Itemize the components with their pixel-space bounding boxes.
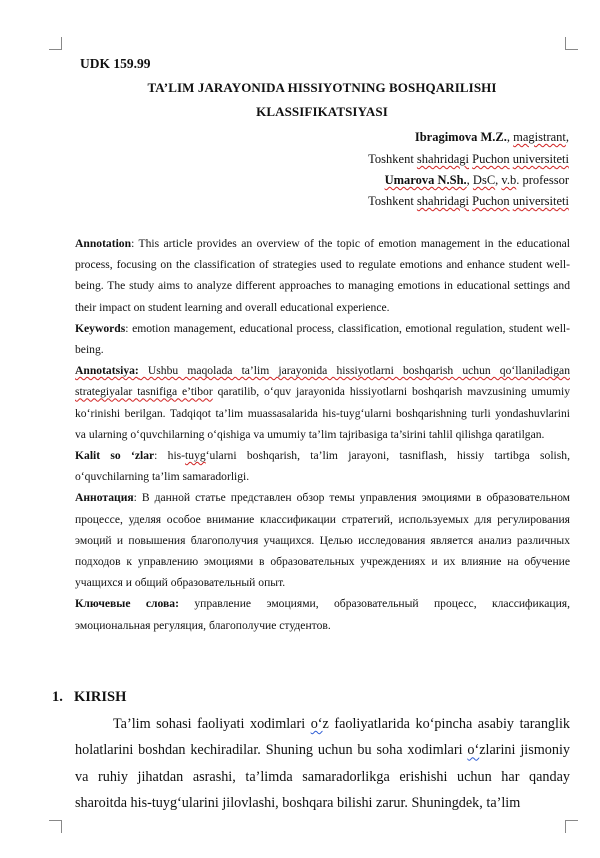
section-number: 1. <box>52 689 63 705</box>
annotation-ru: Аннотация: В данной статье представлен обзор темы управления эмоциями в образовательном процессе, уделяя особое внимание классификации стратегий, используемых для регулирования эмоций и повышения благополучия учащихся. Целью исследования является анализ различных подходов к управлению эмоциями в образовательных учреждениях и их влияние на обучение учащихся и общий образовательный опыт. <box>75 491 570 590</box>
author-2-affiliation: Toshkent shahridagi Puchon universiteti <box>368 194 569 208</box>
annotation-en-label: Annotation <box>75 237 132 250</box>
keywords-ru: Ключевые слова: управление эмоциями, образовательный процесс, классификация, эмоциональная регуляция, благополучие студентов. <box>75 597 570 632</box>
annotation-uz-label: Annotatsiya: <box>75 364 139 378</box>
section-heading <box>52 689 126 706</box>
crop-mark-top-right <box>565 37 578 50</box>
author-2-name: Umarova N.Sh. <box>384 173 467 187</box>
crop-mark-bottom-left <box>49 820 62 833</box>
annotation-ru-label: Аннотация <box>75 491 134 505</box>
author-1-role: magistrant <box>513 130 566 144</box>
crop-mark-top-left <box>49 37 62 50</box>
paper-title-line-1: TA’LIM JARAYONIDA HISSIYOTNING BOSHQARILISHI <box>147 80 497 95</box>
author-2: Umarova N.Sh., DsC, v.b. professor <box>384 173 569 187</box>
section-body <box>75 711 570 817</box>
author-1-affiliation: Toshkent shahridagi Puchon universiteti <box>368 152 569 166</box>
paper-title-line-2: KLASSIFIKATSIYASI <box>256 104 388 119</box>
abstract-block <box>75 233 570 636</box>
udk-code: UDK 159.99 <box>80 56 151 71</box>
keywords-uz-label: Kalit so ‘zlar <box>75 449 155 463</box>
body-paragraph: Ta’lim sohasi faoliyati xodimlari o‘z faoliyatlarida ko‘pincha asabiy taranglik holatlarini boshdan kechiradilar. Shuning uchun bu soha xodimlari o‘zlarini jismoniy va ruhiy jihatdan asrashi, ta’limda samaradorlikga erishishi uchun har qanday sharoitda his-tuyg‘ularini jilovlashi, boshqara bilishi zarur. Shuningdek, ta’lim <box>75 716 571 812</box>
section-title: KIRISH <box>74 689 127 705</box>
keywords-uz: Kalit so ‘zlar: his-tuyg‘ularni boshqarish, ta’lim jarayoni, tasniflash, hissiy tartibga solish, o‘quvchilarning ta’lim samaradorligi. <box>75 449 570 484</box>
keywords-en: Keywords: emotion management, educational process, classification, emotional regulation, student well-being. <box>75 321 570 357</box>
keywords-en-label: Keywords <box>75 321 126 335</box>
author-1: Ibragimova M.Z., magistrant, <box>414 130 569 144</box>
annotation-uz: Annotatsiya: Ushbu maqolada ta’lim jarayonida hissiyotlarni boshqarish uchun qo‘llaniladigan strategiyalar tasnifiga e’tibor qaratilib, o‘quv jarayonida hissiyotlarni boshqarish mavzusining umumiy ko‘rinishi berilgan. Tadqiqot ta’lim muassasalarida his-tuyg‘ularni boshqarishning turli yondashuvlarini va ularning o‘quvchilarning o‘qishiga va umumiy ta’lim tajribasiga ta’sirini tahlil qilishga qaratilgan. <box>75 364 570 441</box>
annotation-en: Annotation: This article provides an overview of the topic of emotion management in the educational process, focusing on the classification of strategies used to regulate emotions and enhance student well-being. The study aims to analyze different approaches to managing emotions in educational settings and their impact on student learning and overall educational experience. <box>75 237 570 314</box>
crop-mark-bottom-right <box>565 820 578 833</box>
keywords-ru-label: Ключевые слова: <box>75 597 179 611</box>
author-1-name: Ibragimova M.Z. <box>414 130 507 144</box>
